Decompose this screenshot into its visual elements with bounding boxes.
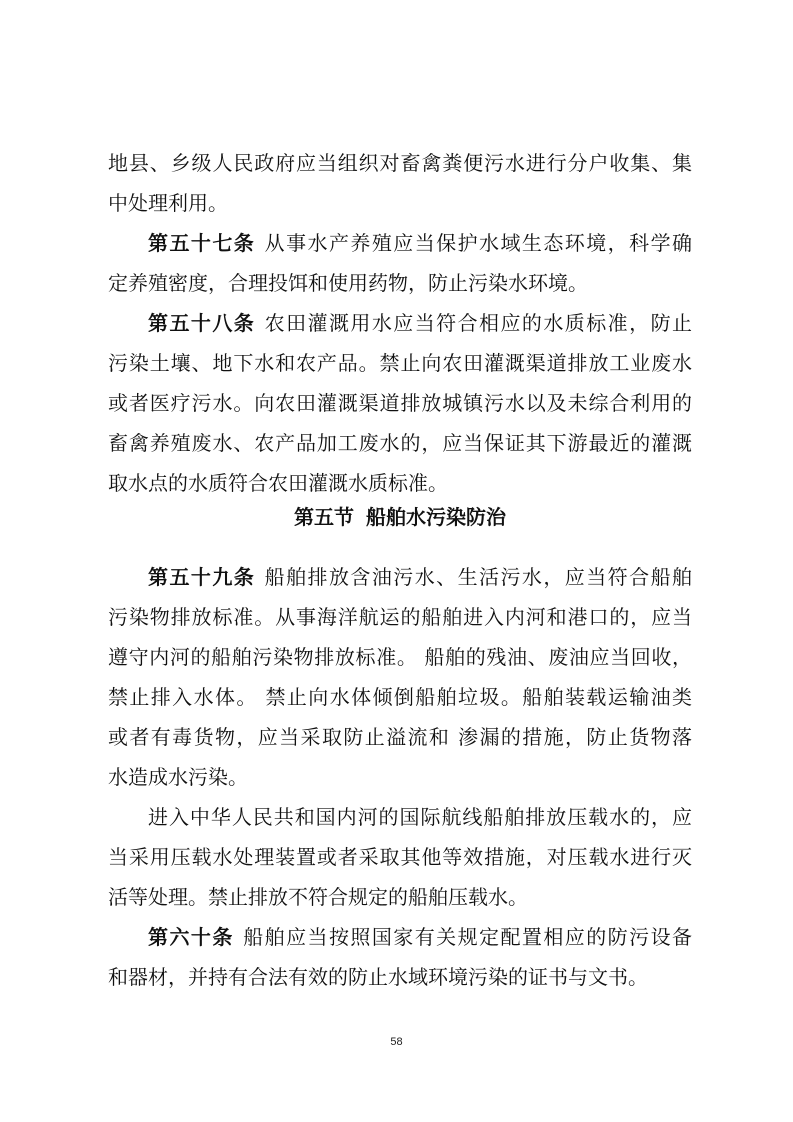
article-58-label: 第五十八条 bbox=[148, 311, 256, 335]
page-number: 58 bbox=[390, 1036, 403, 1048]
paragraph-line: 活等处理。禁止排放不符合规定的船舶压载水。 bbox=[108, 885, 528, 909]
paragraph-line: 水造成水污染。 bbox=[108, 765, 248, 789]
article-60-text: 船舶应当按照国家有关规定配置相应的防污设备 bbox=[241, 925, 693, 949]
article-60-first-line bbox=[148, 917, 692, 957]
paragraph-line: 或者有毒货物，应当采取防止溢流和 渗漏的措施，防止货物落 bbox=[108, 725, 692, 749]
paragraph-line: 污染土壤、地下水和农产品。禁止向农田灌溉渠道排放工业废水 bbox=[108, 351, 692, 375]
article-58-text: 农田灌溉用水应当符合相应的水质标准，防止 bbox=[263, 311, 693, 335]
article-59-first-line bbox=[148, 557, 692, 597]
paragraph-line: 当采用压载水处理装置或者采取其他等效措施，对压载水进行灭 bbox=[108, 845, 692, 869]
paragraph-line: 定养殖密度，合理投饵和使用药物，防止污染水环境。 bbox=[108, 271, 588, 295]
paragraph-line: 禁止排入水体。 禁止向水体倾倒船舶垃圾。船舶装载运输油类 bbox=[108, 685, 692, 709]
article-57-text: 从事水产养殖应当保护水域生态环境，科学确 bbox=[263, 231, 693, 255]
section-number: 第五节 bbox=[294, 505, 354, 529]
paragraph-line: 畜禽养殖废水、农产品加工废水的，应当保证其下游最近的灌溉 bbox=[108, 431, 692, 455]
article-60-label: 第六十条 bbox=[148, 925, 234, 949]
article-57-first-line bbox=[148, 223, 692, 263]
article-59-label: 第五十九条 bbox=[148, 565, 256, 589]
section-title: 船舶水污染防治 bbox=[366, 505, 506, 529]
paragraph-line: 地县、乡级人民政府应当组织对畜禽粪便污水进行分户收集、集 bbox=[108, 151, 692, 175]
article-58-first-line bbox=[148, 303, 692, 343]
paragraph-line: 取水点的水质符合农田灌溉水质标准。 bbox=[108, 471, 448, 495]
paragraph-line: 遵守内河的船舶污染物排放标准。 船舶的残油、废油应当回收， bbox=[108, 645, 692, 669]
paragraph-line: 进入中华人民共和国内河的国际航线船舶排放压载水的，应 bbox=[148, 805, 692, 829]
paragraph-line: 污染物排放标准。从事海洋航运的船舶进入内河和港口的，应当 bbox=[108, 605, 692, 629]
section-heading bbox=[108, 497, 692, 537]
article-59-text: 船舶排放含油污水、生活污水，应当符合船舶 bbox=[263, 565, 693, 589]
paragraph-line: 或者医疗污水。向农田灌溉渠道排放城镇污水以及未综合利用的 bbox=[108, 391, 692, 415]
paragraph-line: 中处理利用。 bbox=[108, 191, 228, 215]
paragraph-line: 和器材，并持有合法有效的防止水域环境污染的证书与文书。 bbox=[108, 965, 648, 989]
article-57-label: 第五十七条 bbox=[148, 231, 256, 255]
